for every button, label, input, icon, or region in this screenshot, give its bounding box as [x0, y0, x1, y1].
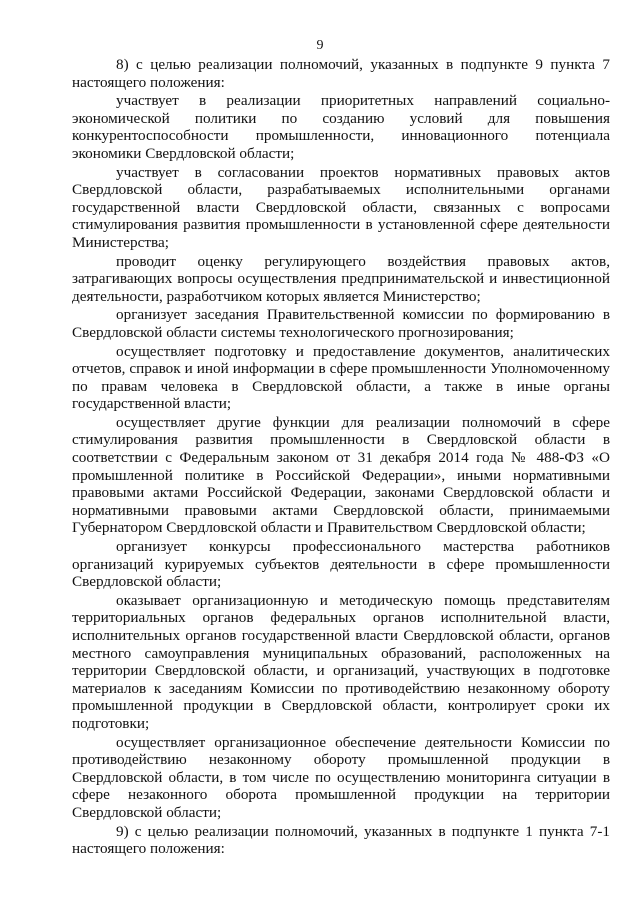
paragraph-subclause-8: 8) с целью реализации полномочий, указанных в подпункте 9 пункта 7 настоящего положения: [72, 56, 610, 91]
paragraph-subclause-9: 9) с целью реализации полномочий, указанных в подпункте 1 пункта 7-1 настоящего положения: [72, 822, 610, 858]
paragraph-legal-acts-approval: участвует в согласовании проектов нормативных правовых актов Свердловской области, разрабатываемых исполнительными органами государственной власти Свердловской области, связанных с вопросами стимулирования развития промышленности в установленной сфере деятельности Министерства; [72, 163, 610, 251]
paragraph-documents-preparation: осуществляет подготовку и предоставление документов, аналитических отчетов, справок и иной информации в сфере промышленности Уполномоченному по правам человека в Свердловской области, а также в иные органы государственной власти; [72, 342, 610, 413]
paragraph-priority-directions: участвует в реализации приоритетных направлений социально-экономической политики по созданию условий для повышения конкурентоспособности промышленности, инновационного потенциала экономики Свердловской области; [72, 92, 610, 162]
paragraph-methodical-assistance: оказывает организационную и методическую помощь представителям территориальных органов федеральных органов исполнительной власти, исполнительных органов государственной власти Свердловской области, органов местного самоуправления муниципальных образований, расположенных на территории Свердловской области, и организаций, участвующих в подготовке материалов к заседаниям Комиссии по противодействию незаконному обороту промышленной продукции в Свердловской области, контролирует сроки их подготовки; [72, 591, 610, 732]
paragraph-commission-support: осуществляет организационное обеспечение деятельности Комиссии по противодействию незаконному обороту промышленной продукции в Свердловской области, в том числе по осуществлению мониторинга ситуации в сфере незаконного оборота промышленной продукции на территории Свердловской области; [72, 733, 610, 821]
page-number: 9 [316, 38, 324, 53]
paragraph-contests: организует конкурсы профессионального мастерства работников организаций курируемых субъектов деятельности в сфере промышленности Свердловской области; [72, 538, 610, 591]
paragraph-regulatory-impact: проводит оценку регулирующего воздействия правовых актов, затрагивающих вопросы осуществления предпринимательской и инвестиционной деятельности, разработчиком которых является Министерство; [72, 252, 610, 305]
paragraph-commission-meetings: организует заседания Правительственной комиссии по формированию в Свердловской области системы технологического прогнозирования; [72, 306, 610, 341]
paragraph-other-functions: осуществляет другие функции для реализации полномочий в сфере стимулирования развития промышленности в Свердловской области в соответствии с Федеральным законом от 31 декабря 2014 года № 488-ФЗ «О промышленной политике в Российской Федерации», иными нормативными правовыми актами Российской Федерации, законами Свердловской области и нормативными правовыми актами Свердловской области, принимаемыми Губернатором Свердловской области и Правительством Свердловской области; [72, 413, 610, 537]
document-body [72, 56, 610, 859]
